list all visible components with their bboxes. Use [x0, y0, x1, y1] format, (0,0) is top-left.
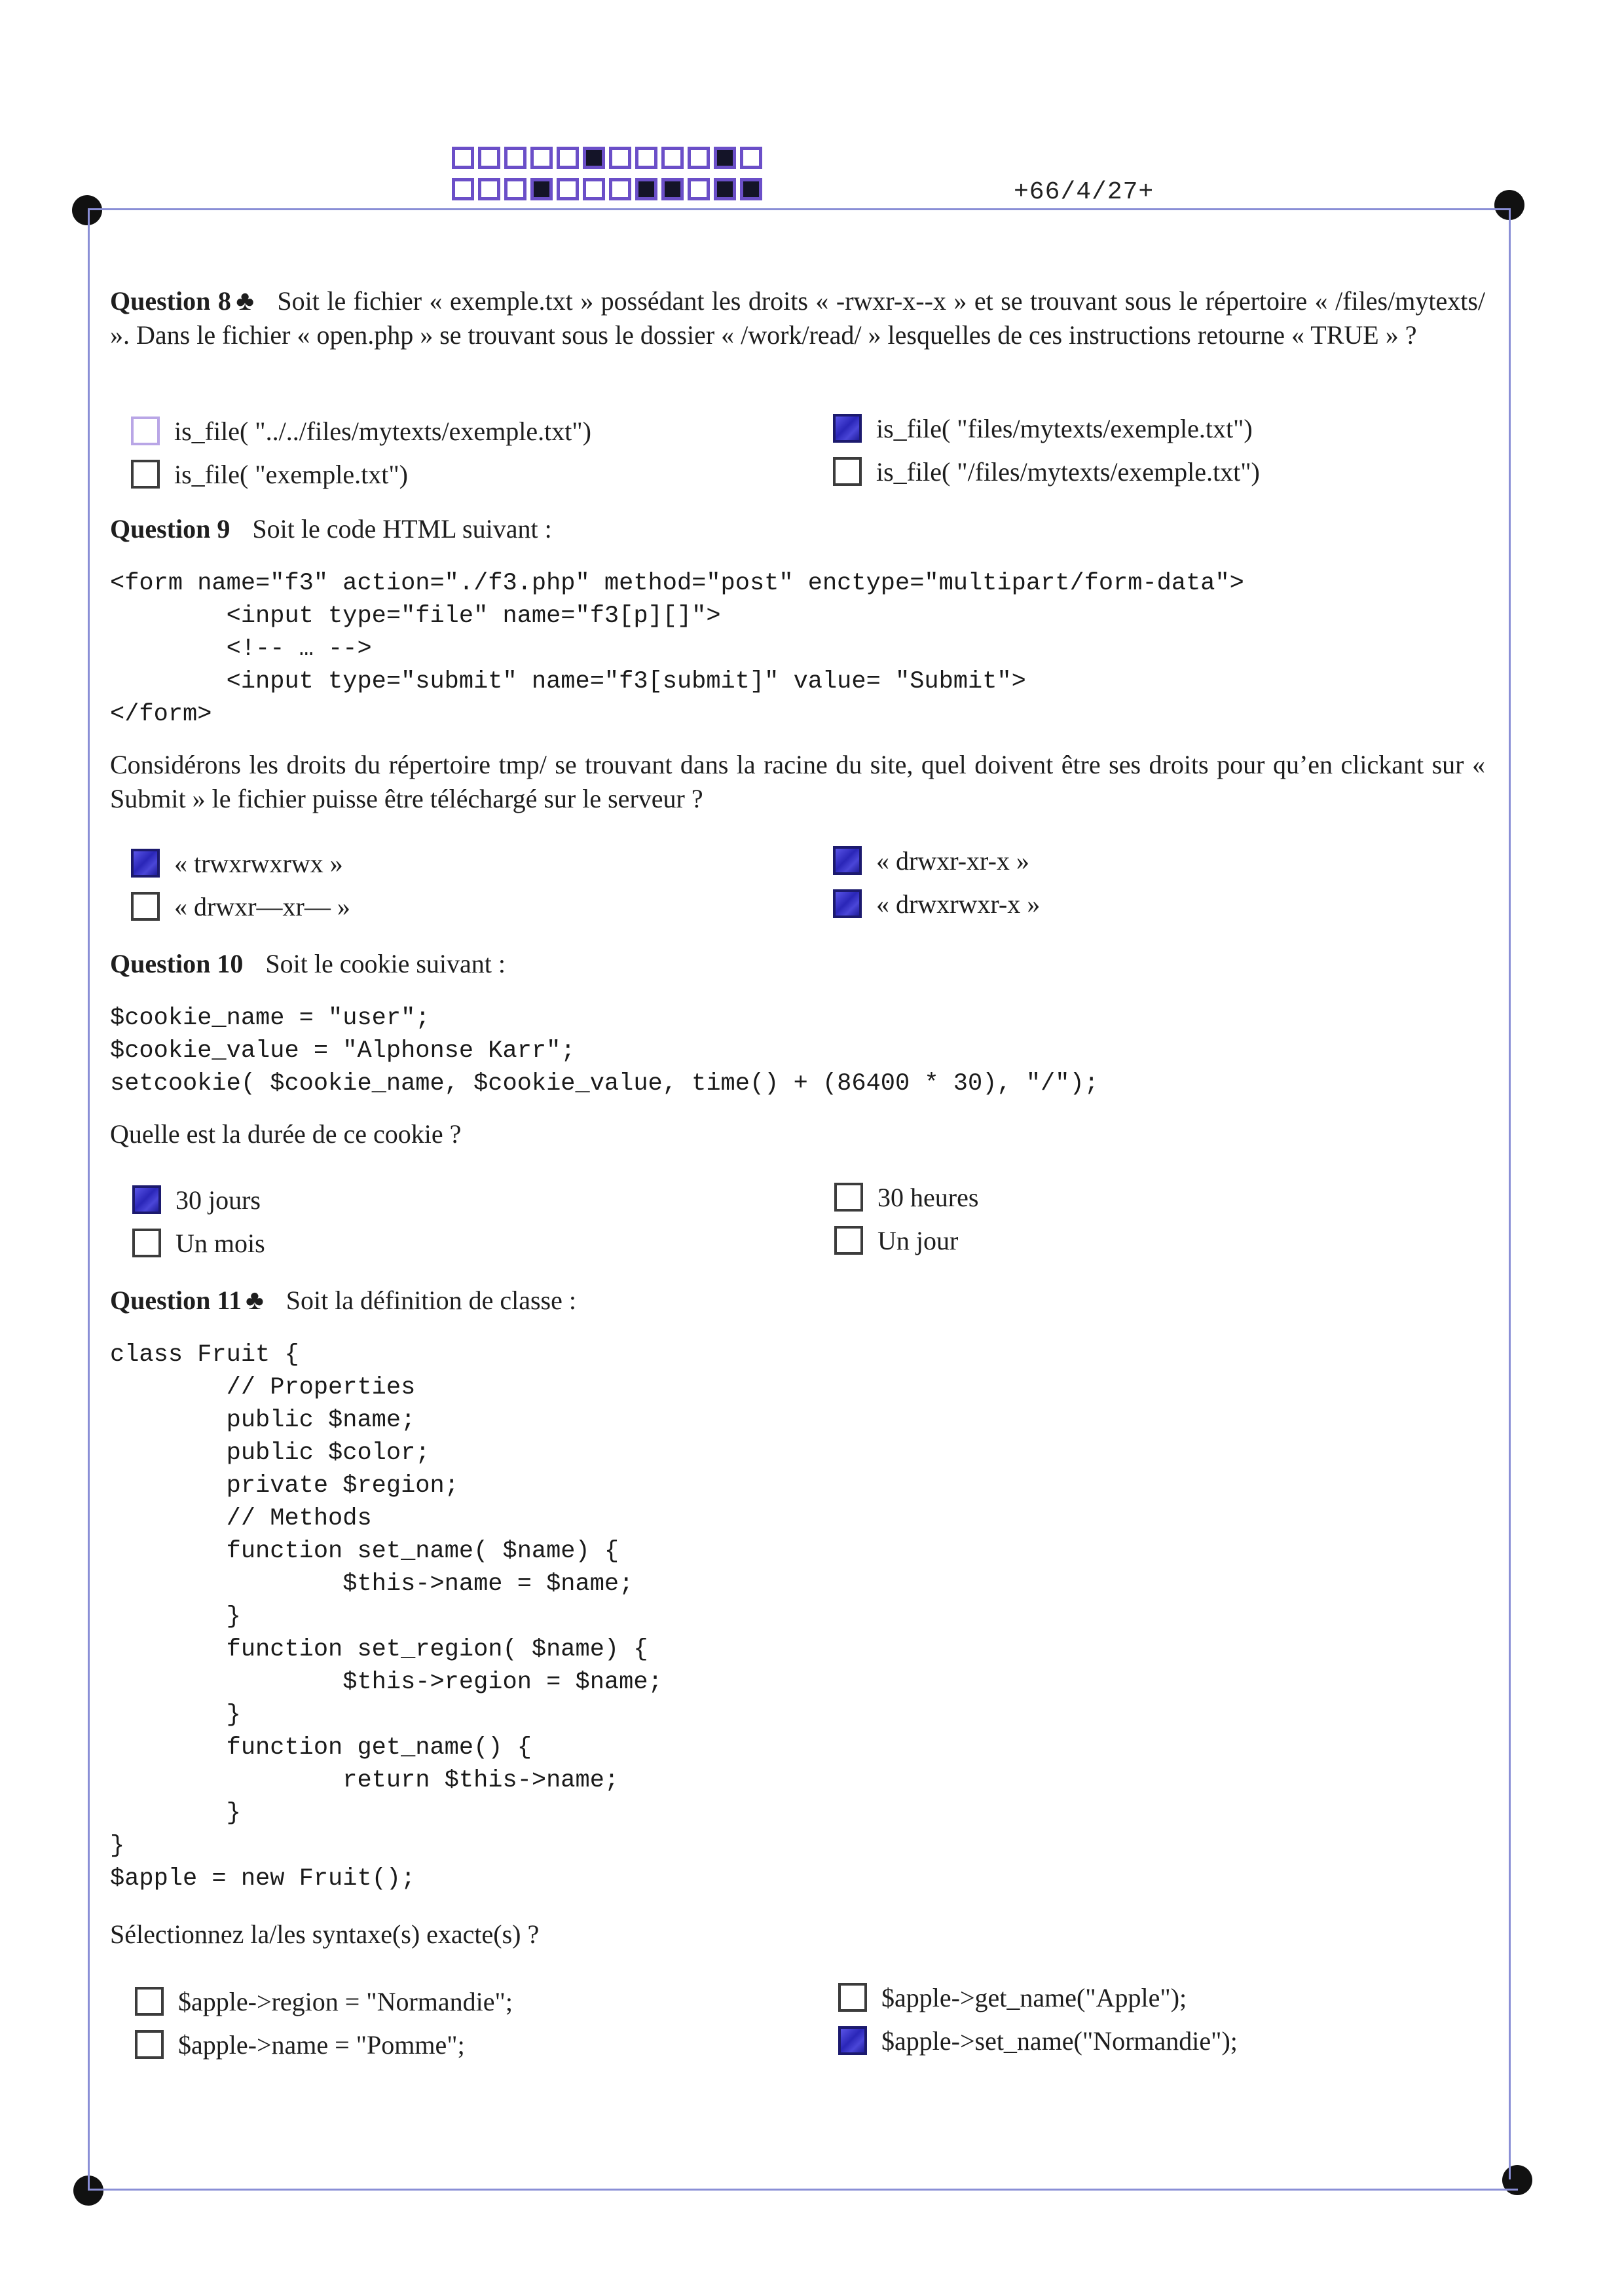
question-text: Soit le code HTML suivant : — [252, 514, 552, 544]
barcode-bit — [714, 147, 736, 169]
question-11 — [110, 1284, 1485, 1318]
barcode-bit — [504, 178, 526, 200]
barcode-bit — [635, 178, 657, 200]
q10-option-2[interactable] — [834, 1179, 978, 1215]
option-text: Un mois — [175, 1228, 265, 1258]
q11-option-2[interactable] — [838, 1979, 1187, 2016]
checkbox[interactable] — [131, 417, 160, 445]
question-8 — [110, 284, 1485, 352]
checkbox[interactable] — [833, 414, 862, 443]
option-text: is_file( "/files/mytexts/exemple.txt") — [876, 456, 1260, 487]
question-label: Question 10 — [110, 949, 244, 978]
question-text: Soit le fichier « exemple.txt » possédant les droits « -rwxr-x--x » et se trouvant sous le répertoire « /files/mytexts/ ». Dans le fichier « open.php » se trouvant sous le dossier « /work/read/ » lesquelles de ces instructions retourne « TRUE » ? — [110, 286, 1486, 350]
checkbox[interactable] — [132, 1185, 161, 1214]
question-9 — [110, 512, 1485, 546]
club-icon: ♣ — [234, 286, 255, 316]
frame-bottom — [88, 2189, 1518, 2191]
option-text: « drwxr-xr-x » — [876, 845, 1029, 876]
barcode-bit — [530, 147, 553, 169]
barcode-bit — [452, 147, 474, 169]
q8-option-4[interactable] — [833, 453, 1260, 490]
option-text: « drwxrwxr-x » — [876, 889, 1041, 919]
barcode-bit — [583, 178, 605, 200]
barcode-row-1 — [452, 147, 766, 169]
registration-mark-top-left — [72, 195, 102, 225]
club-icon: ♣ — [246, 1286, 264, 1316]
page-id: +66/4/27+ — [1014, 178, 1154, 206]
barcode-bit — [661, 147, 684, 169]
option-text: $apple->name = "Pomme"; — [178, 2029, 465, 2060]
barcode-bit — [740, 147, 762, 169]
barcode-bit — [583, 147, 605, 169]
checkbox[interactable] — [131, 849, 160, 878]
checkbox[interactable] — [838, 2026, 867, 2055]
checkbox[interactable] — [135, 1987, 164, 2016]
barcode-bit — [478, 178, 500, 200]
barcode-bit — [557, 178, 579, 200]
barcode-row-2 — [452, 178, 766, 200]
q8-option-1[interactable] — [131, 413, 591, 449]
question-text: Soit la définition de classe : — [286, 1286, 576, 1315]
frame-left — [88, 208, 90, 2190]
q10-option-3[interactable] — [132, 1225, 265, 1261]
q9-option-1[interactable] — [131, 845, 343, 881]
barcode-bit — [452, 178, 474, 200]
option-text: « trwxrwxrwx » — [174, 848, 343, 878]
barcode-bit — [740, 178, 762, 200]
barcode-bit — [661, 178, 684, 200]
q11-option-1[interactable] — [135, 1983, 513, 2020]
q10-question: Quelle est la durée de ce cookie ? — [110, 1119, 462, 1149]
option-text: $apple->region = "Normandie"; — [178, 1986, 513, 2016]
option-text: is_file( "files/mytexts/exemple.txt") — [876, 413, 1253, 443]
checkbox[interactable] — [131, 892, 160, 921]
checkbox[interactable] — [131, 460, 160, 489]
option-text: Un jour — [877, 1225, 959, 1255]
q11-option-3[interactable] — [135, 2026, 465, 2063]
barcode-bit — [688, 147, 710, 169]
barcode-bit — [504, 147, 526, 169]
frame-top — [88, 208, 1510, 210]
registration-mark-bottom-right — [1502, 2165, 1532, 2195]
barcode-bit — [609, 178, 631, 200]
question-text: Soit le cookie suivant : — [265, 949, 506, 978]
q9-option-4[interactable] — [833, 885, 1040, 922]
q8-option-3[interactable] — [131, 456, 408, 492]
option-text: 30 jours — [175, 1185, 261, 1215]
checkbox[interactable] — [135, 2030, 164, 2059]
barcode-bit — [635, 147, 657, 169]
checkbox[interactable] — [833, 846, 862, 875]
q9-question: Considérons les droits du répertoire tmp/ se trouvant dans la racine du site, quel doivent être ses droits pour qu’en clickant sur « Submit » le fichier puisse être téléchargé sur le serveur ? — [110, 750, 1485, 813]
checkbox[interactable] — [833, 889, 862, 918]
option-text: is_file( "exemple.txt") — [174, 459, 408, 489]
question-10 — [110, 947, 1485, 981]
q11-code-block: class Fruit { // Properties public $name; public $color; private $region; // Methods function set_name( $name) { $this->name = $name; } function set_region( $name) { $this->region = $name; } function get_name() { return $this->name; } } $apple = new Fruit(); — [110, 1341, 663, 1893]
q10-code-block: $cookie_name = "user"; $cookie_value = "Alphonse Karr"; setcookie( $cookie_name, $cookie_value, time() + (86400 * 30), "/"); — [110, 1005, 1099, 1098]
q10-option-1[interactable] — [132, 1181, 261, 1218]
checkbox[interactable] — [834, 1226, 863, 1255]
q9-code-block: <form name="f3" action="./f3.php" method="post" enctype="multipart/form-data"> <input type="file" name="f3[p][]"> <!-- … --> <input type="submit" name="f3[submit]" value= "Submit"> </form> — [110, 570, 1244, 728]
barcode-bit — [688, 178, 710, 200]
option-text: $apple->get_name("Apple"); — [881, 1982, 1187, 2012]
checkbox[interactable] — [833, 457, 862, 486]
q9-option-2[interactable] — [833, 842, 1029, 879]
option-text: is_file( "../../files/mytexts/exemple.txt") — [174, 416, 591, 446]
q8-option-2[interactable] — [833, 410, 1253, 447]
barcode-bit — [609, 147, 631, 169]
checkbox[interactable] — [132, 1229, 161, 1257]
barcode-bit — [478, 147, 500, 169]
option-text: $apple->set_name("Normandie"); — [881, 2026, 1238, 2056]
q10-option-4[interactable] — [834, 1222, 958, 1259]
frame-right — [1509, 208, 1511, 2179]
q11-option-4[interactable] — [838, 2022, 1238, 2059]
q11-question: Sélectionnez la/les syntaxe(s) exacte(s) ? — [110, 1919, 540, 1949]
option-text: 30 heures — [877, 1182, 979, 1212]
question-label: Question 8 ♣ — [110, 286, 255, 316]
barcode-bit — [714, 178, 736, 200]
q9-option-3[interactable] — [131, 888, 350, 925]
checkbox[interactable] — [838, 1983, 867, 2012]
barcode-bit — [557, 147, 579, 169]
question-label: Question 9 — [110, 514, 231, 544]
checkbox[interactable] — [834, 1183, 863, 1212]
question-label: Question 11 ♣ — [110, 1286, 264, 1316]
option-text: « drwxr—xr— » — [174, 891, 350, 921]
barcode-bit — [530, 178, 553, 200]
